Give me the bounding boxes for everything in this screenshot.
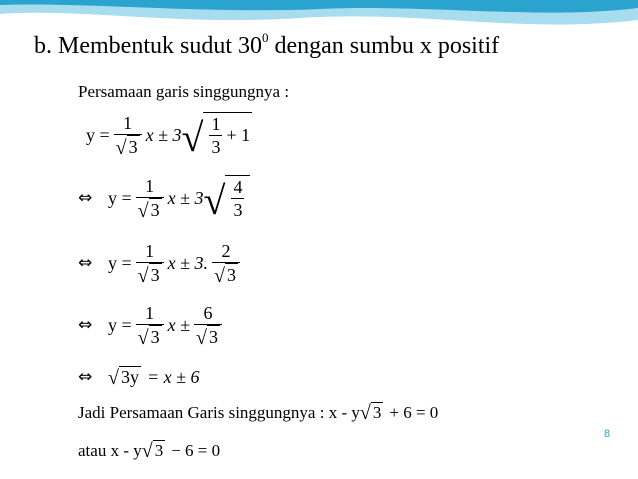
eq3-fraction — [136, 240, 164, 286]
eq4-lhs: y = — [108, 314, 132, 335]
eq3-den2: √ 3 — [212, 262, 240, 286]
eq3-fraction-2 — [212, 240, 240, 286]
eq3-num: 1 — [145, 241, 155, 261]
eq5-root: 3y — [120, 367, 139, 387]
eq3-mid: x ± 3. — [167, 252, 209, 273]
eq1-fraction — [114, 112, 142, 158]
eq3-lhs: y = — [108, 252, 132, 273]
equation-5 — [78, 366, 200, 388]
eq1-inner-num: 1 — [211, 114, 221, 134]
eq3-num2: 2 — [221, 241, 231, 261]
eq4-mid: x ± — [167, 314, 191, 335]
eq4-den2-root: 3 — [209, 327, 218, 347]
page-number: 8 — [604, 428, 611, 440]
equivalence-arrow-icon: ⇔ — [78, 315, 93, 335]
eq1-den: √ 3 — [114, 134, 142, 158]
equation-2 — [78, 175, 250, 221]
eq2-num: 1 — [145, 176, 155, 196]
eq1-sqrt: √ $\frac{1}{3}$ + 1 — [181, 114, 251, 160]
equivalence-arrow-icon: ⇔ — [78, 188, 93, 208]
eq2-fraction — [136, 175, 164, 221]
conclusion-text: Jadi Persamaan Garis singgungnya : x - y — [78, 402, 360, 422]
conclusion-sqrt: √ 3 — [359, 402, 382, 424]
eq2-inner-den: 3 — [233, 200, 243, 220]
alternative-root: 3 — [154, 441, 164, 460]
equation-1 — [78, 112, 252, 158]
eq1-lhs: y = — [86, 124, 110, 145]
eq1-inner-den: 3 — [211, 137, 221, 157]
eq1-tail: + 1 — [226, 125, 251, 145]
eq3-den-root: 3 — [150, 265, 160, 285]
eq2-den-root: 3 — [150, 200, 160, 220]
conclusion-tail: + 6 = 0 — [389, 402, 439, 422]
eq4-fraction — [136, 302, 164, 348]
eq2-lhs: y = — [108, 187, 132, 208]
eq4-num2: 6 — [203, 303, 213, 323]
eq2-den: √ 3 — [136, 197, 164, 221]
equivalence-arrow-icon: ⇔ — [78, 253, 93, 273]
eq2-mid: x ± 3 — [167, 187, 204, 208]
eq2-sqrt: √ $\frac{4}{3}$ — [204, 175, 251, 221]
eq5-rhs: = x ± 6 — [146, 366, 200, 387]
eq1-den-root: 3 — [128, 137, 138, 157]
eq1-inner-fraction — [209, 113, 222, 158]
eq4-num: 1 — [145, 303, 155, 323]
eq1-mid: x ± 3 — [145, 124, 182, 145]
alternative-line — [78, 440, 220, 461]
eq3-den2-root: 3 — [227, 265, 236, 285]
alternative-tail: − 6 = 0 — [171, 440, 221, 460]
eq1-num: 1 — [123, 113, 133, 133]
heading-suffix: dengan sumbu x positif — [268, 33, 500, 59]
alternative-text: atau x - y — [78, 440, 142, 460]
eq5-sqrt: √ 3y — [108, 367, 139, 389]
eq3-den: √ 3 — [136, 262, 164, 286]
eq4-fraction-2 — [194, 302, 222, 348]
eq4-den: √ 3 — [136, 324, 164, 348]
conclusion-root: 3 — [372, 403, 382, 422]
conclusion-line — [78, 402, 438, 423]
eq2-inner-num: 4 — [233, 177, 243, 197]
alternative-sqrt: √ 3 — [141, 440, 164, 462]
eq4-den-root: 3 — [150, 327, 160, 347]
equivalence-arrow-icon: ⇔ — [78, 367, 93, 387]
heading-superscript: 0 — [262, 30, 269, 45]
equation-3 — [78, 240, 244, 286]
equation-4 — [78, 302, 226, 348]
heading-prefix: b. Membentuk sudut 30 — [34, 33, 262, 59]
slide-heading — [34, 32, 499, 60]
eq2-inner-fraction — [231, 176, 244, 221]
intro-text: Persamaan garis singgungnya : — [78, 82, 290, 101]
eq4-den2: √ 3 — [194, 324, 222, 348]
